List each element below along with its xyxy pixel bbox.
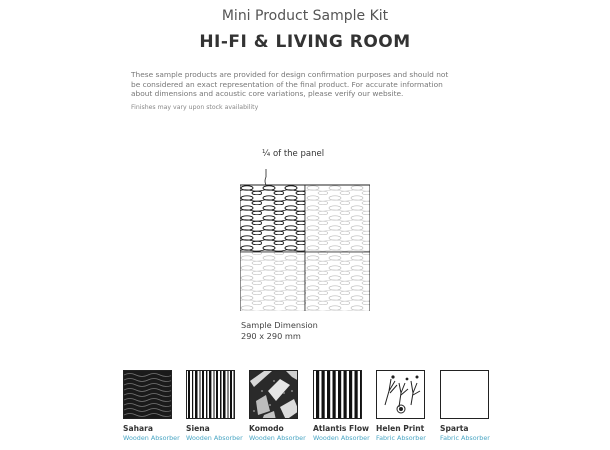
leader-line bbox=[265, 169, 266, 187]
sample-card-komodo[interactable] bbox=[249, 370, 309, 442]
plain-fabric-icon bbox=[440, 370, 489, 419]
sample-name: Helen Print bbox=[376, 424, 425, 433]
sample-name: Siena bbox=[186, 424, 210, 433]
sample-card-atlantis-flow[interactable] bbox=[313, 370, 373, 442]
sample-card-siena[interactable] bbox=[186, 370, 246, 442]
vertical-slat-icon bbox=[186, 370, 235, 419]
sample-type: Wooden Absorber bbox=[313, 434, 370, 442]
sample-dimension bbox=[241, 320, 318, 342]
flow-slat-icon bbox=[313, 370, 362, 419]
dimension-value: 290 x 290 mm bbox=[241, 331, 301, 341]
sample-name: Sparta bbox=[440, 424, 469, 433]
dimension-label: Sample Dimension bbox=[241, 320, 318, 330]
panel-illustration bbox=[240, 161, 370, 311]
sample-type: Fabric Absorber bbox=[376, 434, 426, 442]
page-title: HI-FI & LIVING ROOM bbox=[199, 32, 411, 52]
sample-name: Atlantis Flow bbox=[313, 424, 370, 433]
sample-type: Wooden Absorber bbox=[186, 434, 243, 442]
sample-name: Komodo bbox=[249, 424, 284, 433]
sample-type: Fabric Absorber bbox=[440, 434, 490, 442]
kit-subtitle: Mini Product Sample Kit bbox=[221, 8, 389, 24]
stock-note: Finishes may vary upon stock availability bbox=[131, 104, 259, 111]
sample-card-sparta[interactable] bbox=[440, 370, 500, 442]
wave-texture-icon bbox=[123, 370, 172, 419]
intro-description: These sample products are provided for design confirmation purposes and should not be considered an exact representation of the final product. For accurate information about dimensions and acoustic core variations, please verify our website. bbox=[131, 70, 449, 99]
quarter-panel-label: ¼ of the panel bbox=[262, 149, 325, 159]
geometric-pattern-icon bbox=[249, 370, 298, 419]
sample-card-helen-print[interactable] bbox=[376, 370, 436, 442]
sample-card-sahara[interactable] bbox=[123, 370, 183, 442]
quarter-panel-highlight bbox=[240, 185, 305, 252]
sample-name: Sahara bbox=[123, 424, 153, 433]
sample-type: Wooden Absorber bbox=[249, 434, 306, 442]
sample-type: Wooden Absorber bbox=[123, 434, 180, 442]
printed-hands-icon bbox=[376, 370, 425, 419]
